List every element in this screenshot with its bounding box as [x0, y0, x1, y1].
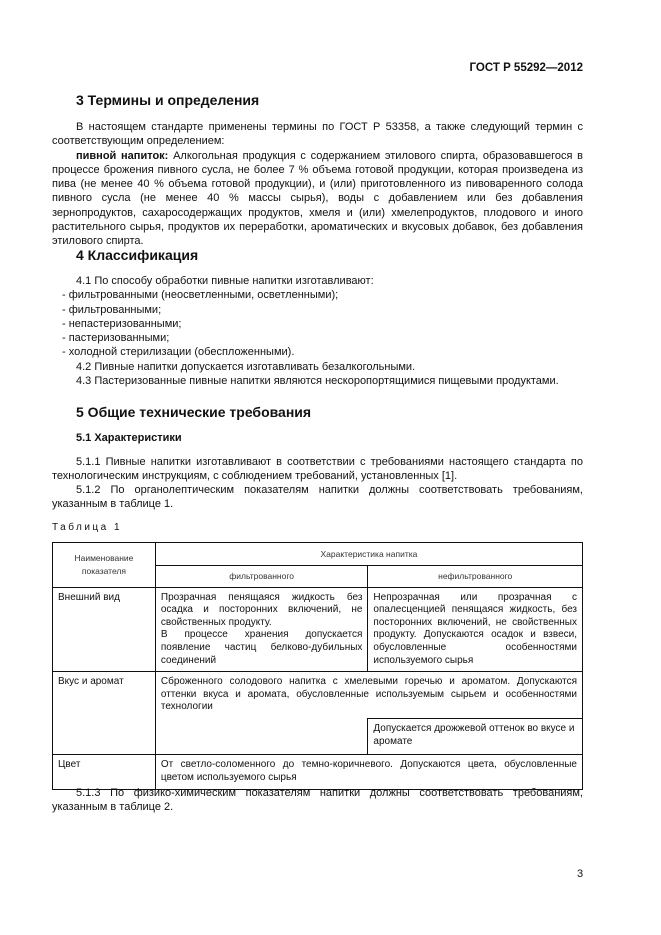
- list-item: - фильтрованными;: [62, 303, 162, 316]
- list-item: - холодной стерилизации (обеспложенными).: [62, 346, 295, 359]
- document-header: ГОСТ Р 55292—2012: [469, 62, 583, 74]
- header-unfiltered: нефильтрованного: [368, 566, 583, 588]
- list-item: 4.1 По способу обработки пивные напитки изготавливают:: [76, 275, 374, 287]
- table-caption: Таблица 1: [52, 522, 123, 533]
- paragraph-text: 5.1.3 По физико-химическим показателям напитки должны соответствовать требованиям, указанным в таблице 2.: [52, 787, 583, 814]
- list-item: 4.2 Пивные напитки допускается изготавливать безалкогольными.: [76, 360, 416, 373]
- header-filtered: фильтрованного: [155, 566, 368, 588]
- cell-name: Вкус и аромат: [53, 672, 156, 755]
- cell-name: Цвет: [53, 755, 156, 789]
- cell-text: Прозрачная пенящаяся жидкость без осадка и посторонних включений, не свойственных продукту.: [160, 591, 363, 628]
- page-number: 3: [577, 868, 584, 880]
- section-4-heading: 4 Классификация: [76, 247, 199, 263]
- paragraph-text: 5.1.1 Пивные напитки изготавливают в соответствии с требованиями настоящего стандарта по технологическим инструкциям, с соблюдением требований, установленных [1].: [52, 456, 583, 483]
- term-definition: [52, 149, 583, 249]
- paragraph-5-1-2: [52, 483, 583, 512]
- header-indicator-name: Наименование показателя: [53, 543, 156, 588]
- definition: Алкогольная продукция с содержанием этилового спирта, образовавшегося в процессе брожения пивного сусла, не более 7 % объема готовой продукции, которая произведена из пива (не менее 40 % объема готовой продукции), и (или) приготовленного из пивоваренного солода пивного сусла (не менее 40 % массы сырья), воды с добавлением или без добавления зернопродуктов, сахаросодержащих продуктов, хмеля и (или) хмелепродуктов, плодового и иного растительного сырья, продуктов их переработки, ароматических и вкусовых добавок, без добавления этилового спирта.: [52, 149, 584, 248]
- paragraph-5-1-3: [52, 786, 583, 815]
- list-item: - пастеризованными;: [62, 332, 170, 345]
- section-3-intro: В настоящем стандарте применены термины по ГОСТ Р 53358, а также следующий термин с соответствующим определением:: [52, 121, 583, 148]
- table-row: [53, 587, 583, 672]
- table-row: [53, 672, 583, 719]
- header-characteristic: Характеристика напитка: [155, 543, 582, 566]
- paragraph-text: 5.1.2 По органолептическим показателям напитки должны соответствовать требованиям, указанным в таблице 1.: [52, 484, 583, 511]
- cell-name: Внешний вид: [53, 587, 156, 672]
- list-item: - фильтрованными (неосветленными, осветленными);: [62, 289, 339, 302]
- list-item: - непастеризованными;: [62, 317, 182, 330]
- cell-unfiltered: Непрозрачная или прозрачная с опалесценцией пенящаяся жидкость, без посторонних включений, не свойственных продукту. Допускаются осадок и взвеси, обусловленные особенностями используемого сырья: [368, 587, 583, 672]
- section-3-heading: 3 Термины и определения: [76, 92, 260, 108]
- list-item: 4.3 Пастеризованные пивные напитки являются нескоропортящимися пищевыми продуктами.: [76, 375, 559, 388]
- term: пивной напиток:: [76, 149, 169, 162]
- table-1: [52, 542, 583, 790]
- subsection-5-1-heading: 5.1 Характеристики: [76, 432, 182, 444]
- paragraph-5-1-1: [52, 455, 583, 484]
- cell-filtered: [155, 587, 368, 672]
- cell-common: Сброженного солодового напитка с хмелевыми горечью и ароматом. Допускаются оттенки вкуса и аромата, обусловленные используемым сырьем и особенностями технологии: [155, 672, 582, 719]
- cell-empty: [155, 718, 368, 755]
- section-3-body: [52, 120, 583, 249]
- section-4-list: [62, 274, 583, 388]
- cell-common: От светло-соломенного до темно-коричневого. Допускаются цвета, обусловленные цветом используемого сырья: [155, 755, 582, 789]
- table-row: [53, 755, 583, 789]
- cell-text: В процессе хранения допускается появление частиц белково-дубильных соединений: [160, 629, 363, 666]
- cell-unfiltered: Допускается дрожжевой оттенок во вкусе и аромате: [368, 718, 583, 755]
- section-5-heading: 5 Общие технические требования: [76, 404, 312, 420]
